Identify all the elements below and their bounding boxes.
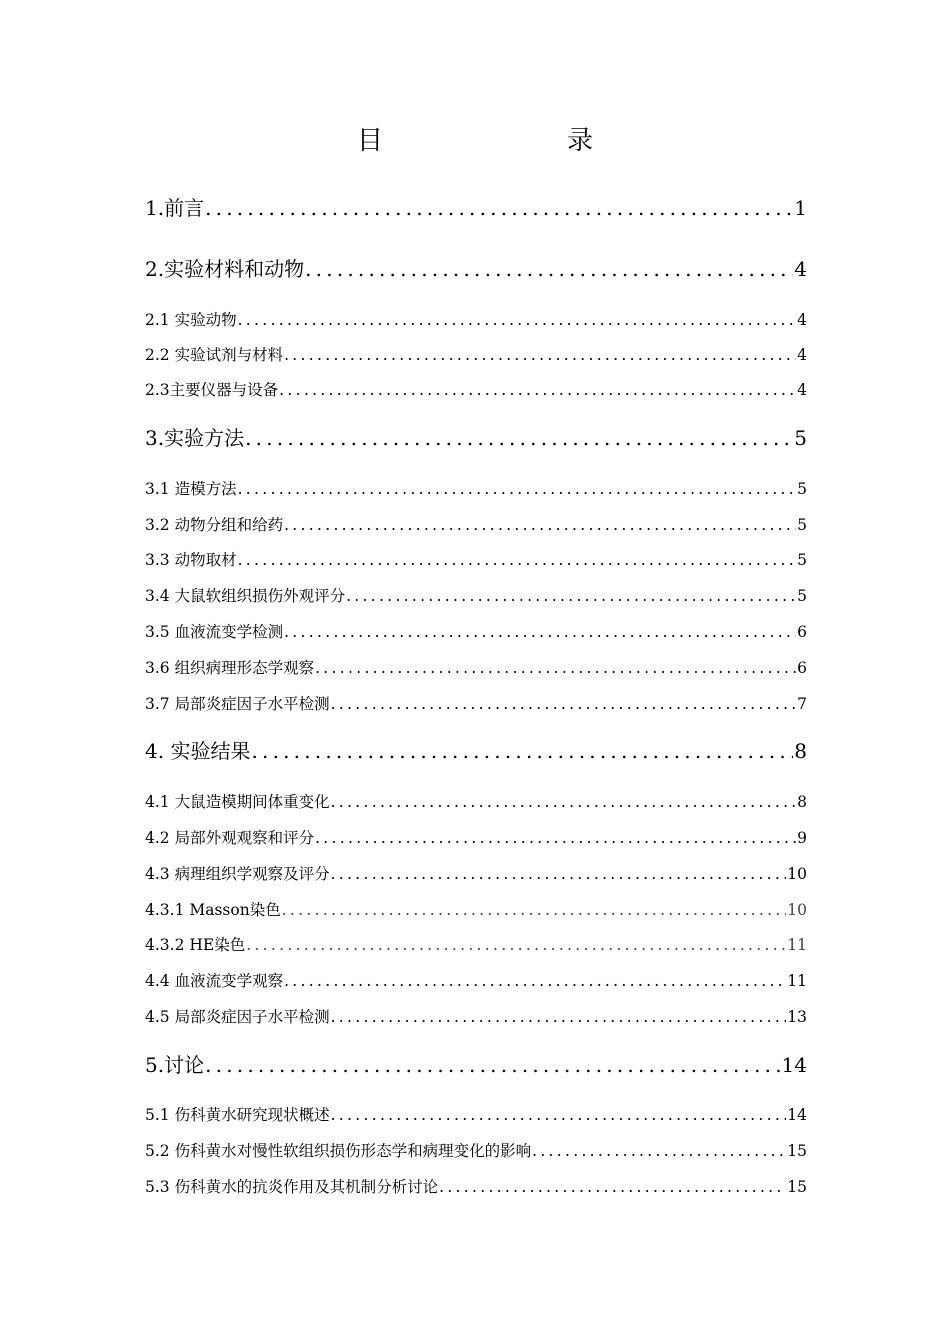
toc-entry-3-1[interactable] [145,478,807,500]
page-number: 4 [797,381,807,399]
toc-entry-5-1[interactable] [145,1104,807,1126]
dot-leader [331,863,787,885]
toc-entry-5-2[interactable] [145,1140,807,1162]
page-number: 6 [797,659,807,677]
page-number: 5 [794,426,807,450]
entry-label: 5.2 伤科黄水对慢性软组织损伤形态学和病理变化的影响 [145,1142,532,1160]
toc-entry-materials-and-animals[interactable] [145,255,807,283]
toc-entry-4-1[interactable] [145,791,807,813]
entry-label: 4. 实验结果 [145,739,251,763]
page-number: 15 [787,1142,807,1160]
page-number: 13 [787,1008,807,1026]
dot-leader [331,1104,787,1126]
entry-label: 4.4 血液流变学观察 [145,972,284,990]
toc-entry-4-4[interactable] [145,970,807,992]
dot-leader [346,585,796,607]
toc-entry-4-2[interactable] [145,827,807,849]
entry-label: 2.1 实验动物 [145,311,237,329]
page-number: 4 [797,311,807,329]
page-number: 4 [794,257,807,281]
dot-leader [205,194,793,222]
toc-entry-discussion[interactable] [145,1051,807,1079]
toc-entry-3-3[interactable] [145,549,807,571]
dot-leader [284,621,796,643]
toc-entry-4-3-2[interactable] [145,934,807,956]
toc-entry-3-2[interactable] [145,514,807,536]
toc-entry-methods[interactable] [145,424,807,452]
entry-label: 3.实验方法 [145,426,245,450]
dot-leader [279,379,796,401]
page-number: 15 [787,1178,807,1196]
dot-leader [532,1140,786,1162]
dot-leader [284,970,786,992]
dot-leader [331,693,797,715]
entry-label: 4.2 局部外观观察和评分 [145,829,315,847]
entry-label: 3.4 大鼠软组织损伤外观评分 [145,587,346,605]
dot-leader [238,478,797,500]
page-number: 4 [797,346,807,364]
entry-label: 4.1 大鼠造模期间体重变化 [145,793,330,811]
dot-leader [251,737,793,765]
page-number: 5 [797,551,807,569]
toc-entry-2-1[interactable] [145,309,807,331]
toc-entry-3-5[interactable] [145,621,807,643]
toc-entry-3-4[interactable] [145,585,807,607]
entry-label: 4.3.1 Masson染色 [145,901,281,919]
toc-entry-preface[interactable] [145,194,807,222]
dot-leader [245,424,793,452]
page-number: 1 [794,196,807,220]
page-number: 14 [781,1053,807,1077]
page-number: 5 [797,516,807,534]
dot-leader [284,344,796,366]
entry-label: 3.7 局部炎症因子水平检测 [145,695,330,713]
page-number: 11 [787,972,807,990]
entry-label: 5.3 伤科黄水的抗炎作用及其机制分析讨论 [145,1178,439,1196]
page-number: 11 [787,936,807,954]
dot-leader [246,934,786,956]
page-title: 目 录 [356,126,637,156]
toc-entry-5-3[interactable] [145,1176,807,1198]
page-number: 10 [787,901,807,919]
entry-label: 4.3.2 HE染色 [145,936,246,954]
toc-entry-3-7[interactable] [145,693,807,715]
dot-leader [282,899,787,921]
entry-label: 1.前言 [145,196,205,220]
dot-leader [205,1051,780,1079]
dot-leader [238,549,797,571]
entry-label: 3.1 造模方法 [145,480,237,498]
dot-leader [284,514,796,536]
dot-leader [238,309,797,331]
entry-label: 3.5 血液流变学检测 [145,623,284,641]
page-number: 8 [794,739,807,763]
toc-entry-2-3[interactable] [145,379,807,401]
dot-leader [331,791,797,813]
page-number: 14 [787,1106,807,1124]
dot-leader [305,255,793,283]
entry-label: 5.1 伤科黄水研究现状概述 [145,1106,330,1124]
dot-leader [315,827,796,849]
entry-label: 2.3主要仪器与设备 [145,381,279,399]
toc-entry-4-3-1[interactable] [145,899,807,921]
toc-entry-2-2[interactable] [145,344,807,366]
page-number: 7 [797,695,807,713]
dot-leader [439,1176,786,1198]
entry-label: 4.3 病理组织学观察及评分 [145,865,330,883]
dot-leader [315,657,796,679]
entry-label: 4.5 局部炎症因子水平检测 [145,1008,330,1026]
entry-label: 2.2 实验试剂与材料 [145,346,284,364]
toc-entry-3-6[interactable] [145,657,807,679]
page-number: 10 [787,865,807,883]
entry-label: 3.3 动物取材 [145,551,237,569]
page-number: 9 [797,829,807,847]
toc-entry-4-5[interactable] [145,1006,807,1028]
entry-label: 2.实验材料和动物 [145,257,305,281]
page-number: 6 [797,623,807,641]
toc-entry-4-3[interactable] [145,863,807,885]
entry-label: 3.2 动物分组和给药 [145,516,284,534]
page-number: 8 [797,793,807,811]
page-number: 5 [797,480,807,498]
entry-label: 5.讨论 [145,1053,205,1077]
toc-entry-results[interactable] [145,737,807,765]
dot-leader [331,1006,787,1028]
entry-label: 3.6 组织病理形态学观察 [145,659,315,677]
page-number: 5 [797,587,807,605]
